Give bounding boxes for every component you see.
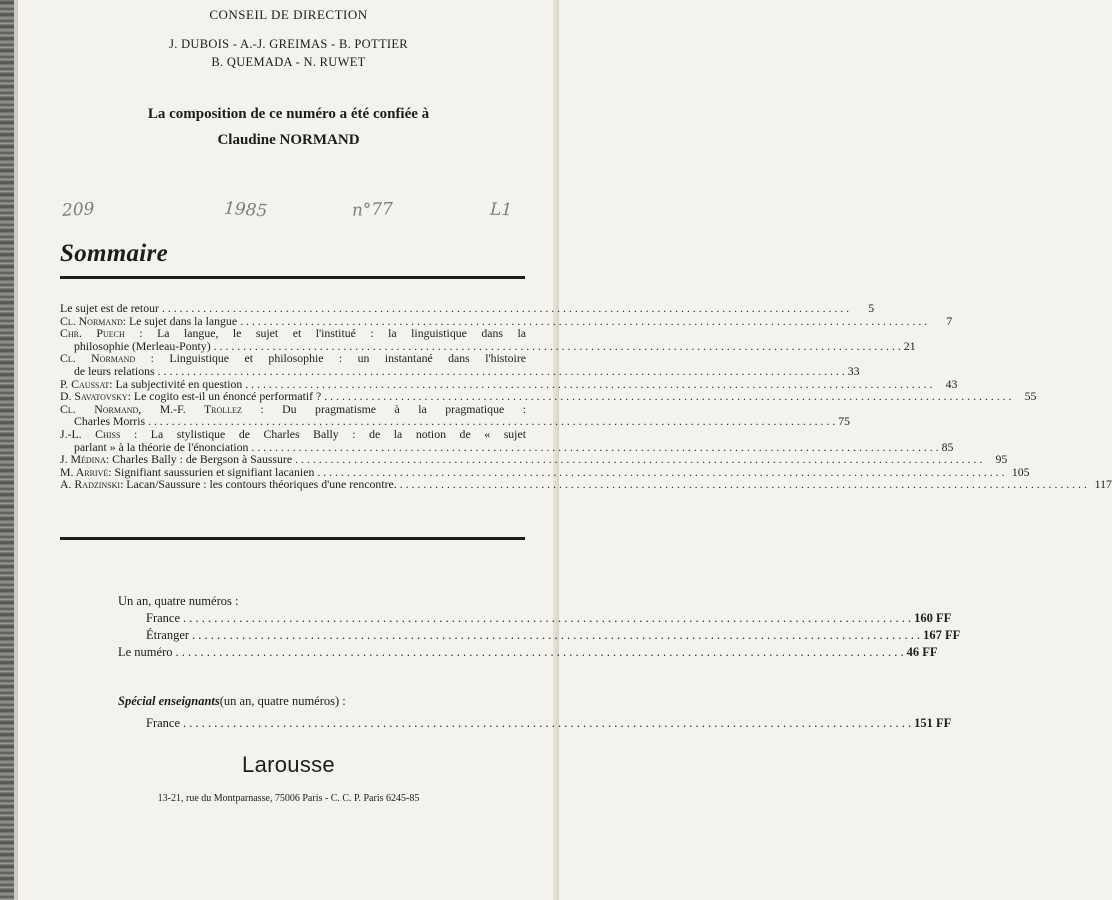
toc-page-number: 75 [838,414,851,429]
divider-top [60,276,525,279]
toc-title: : Le sujet dans la langue [122,313,238,328]
special-heading: Spécial enseignants (un an, quatre numéros) : [118,694,346,708]
price-row-numero: Le numéro . . . 46 FF [118,643,456,660]
toc-title: : Linguistique et philosophie : un instantané dans l'histoire [135,351,526,366]
toc-title: : La langue, le sujet et l'institué : la linguistique dans la [124,326,527,341]
toc-page-number: 21 [903,338,916,353]
divider-bottom [60,537,525,540]
handwritten-note-4: L1 [489,199,513,221]
subscription-block [118,592,961,660]
toc-entry [60,351,860,378]
toc-title: : Charles Bally : de Bergson à Saussure [105,452,293,467]
toc-page-number: 95 [995,452,1008,467]
toc-title: : Signifiant saussurien et signifiant lacanien [108,464,315,479]
handwritten-note-2: 1985 [223,198,268,222]
toc-title: : La stylistique de Charles Bally : de la notion de « sujet [120,426,526,441]
toc-entry [60,301,875,315]
toc-title: Le sujet est de retour [60,301,159,315]
price-row-etranger: Étranger . . . 167 FF [118,626,456,643]
toc-author: J. Médina [60,452,106,467]
toc-page-number: 33 [847,363,860,378]
toc-entry [60,401,851,429]
toc-author: D. Savatovsky [60,389,128,404]
toc-title-continued: de leurs relations [74,363,155,378]
members-line-1: J. DUBOIS - A.-J. GREIMAS - B. POTTIER [169,37,408,51]
subscription-heading: Un an, quatre numéros : [118,594,239,608]
scan-border [0,0,14,900]
composition-line-2: Claudine NORMAND [217,132,360,148]
toc-page-number: 43 [945,376,958,391]
toc-page-number: 117 [1094,477,1112,492]
toc-author: M. Arrivé [60,464,109,479]
toc-author: Chr. Puech [60,326,125,341]
toc-author: P. Caussat [60,376,110,391]
toc-author: A. Radzinski [60,477,121,492]
price-row-france: France . . . 160 FF [118,609,456,626]
toc-title: : Le cogito est-il un énoncé performatif ? [127,389,322,404]
toc-title-continued: Charles Morris [74,414,146,429]
sommaire-title: Sommaire [60,240,168,267]
toc-page-number: 105 [1011,464,1030,479]
publisher-address: 13-21, rue du Montparnasse, 75006 Paris - C. C. P. Paris 6245-85 [157,793,420,804]
special-subscription-block [118,692,952,731]
publisher-name: Larousse [242,752,335,777]
toc-page-number: 85 [941,439,954,454]
toc-author: Cl. Normand [60,313,123,328]
conseil-heading: CONSEIL DE DIRECTION [209,7,368,22]
toc-page-number: 5 [868,301,875,315]
toc-entry [60,426,954,454]
toc-title-continued: philosophie (Merleau-Ponty) [74,338,211,353]
toc-entry [60,326,916,353]
toc-title: : La subjectivité en question [109,376,243,391]
toc-title-continued: parlant » à la théorie de l'énonciation [74,439,249,454]
handwritten-note-3: n°77 [351,199,394,221]
toc-author: Cl. Normand, M.-F. Trollez [60,401,242,416]
toc-entry [60,477,1112,492]
composition-line-1: La composition de ce numéro a été confiée à [147,106,430,122]
toc-title: : Lacan/Saussure : les contours théoriques d'une rencontre. [120,477,397,492]
toc-title: : Du pragmatisme à la pragmatique : [241,401,526,416]
toc-page-number: 55 [1024,389,1037,404]
members-line-2: B. QUEMADA - N. RUWET [211,55,366,69]
table-of-contents [60,301,1112,492]
toc-author: Cl. Normand [60,351,136,366]
toc-entry [60,452,1008,467]
toc-author: J.-L. Chiss [60,426,121,441]
handwritten-note-1: 209 [61,199,95,221]
price-row-special-france: France . . . 151 FF [118,714,456,731]
toc-page-number: 7 [946,313,953,328]
